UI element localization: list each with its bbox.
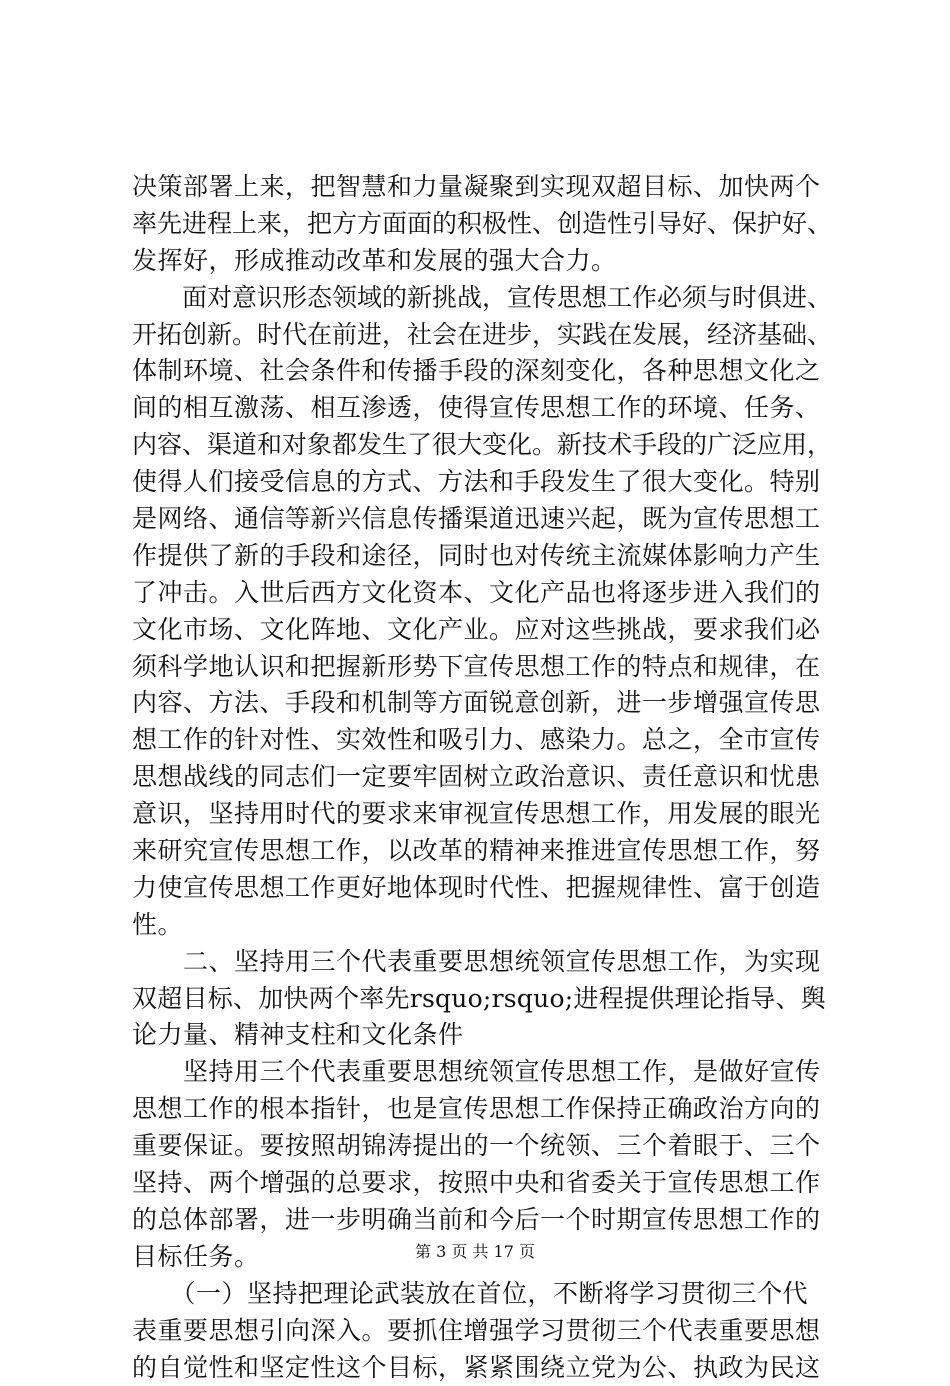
text-line: 双超目标、加快两个率先rsquo;rsquo;进程提供理论指导、舆 (132, 981, 832, 1018)
text-line: 的自觉性和坚定性这个目标，紧紧围绕立党为公、执政为民这 (132, 1350, 832, 1386)
text-line: 目标任务。 (132, 1239, 832, 1276)
text-line: 坚持用三个代表重要思想统领宣传思想工作，是做好宣传 (132, 1054, 832, 1091)
text-line: 面对意识形态领域的新挑战，宣传思想工作必须与时俱进、 (132, 280, 832, 317)
text-line: 力使宣传思想工作更好地体现时代性、把握规律性、富于创造 (132, 870, 832, 907)
text-line: 内容、方法、手段和机制等方面锐意创新，进一步增强宣传思 (132, 685, 832, 722)
text-line: 二、坚持用三个代表重要思想统领宣传思想工作，为实现 (132, 944, 832, 981)
text-line: 来研究宣传思想工作，以改革的精神来推进宣传思想工作，努 (132, 833, 832, 870)
text-line: 论力量、精神支柱和文化条件 (132, 1017, 832, 1054)
text-line: 思想工作的根本指针，也是宣传思想工作保持正确政治方向的 (132, 1091, 832, 1128)
text-line: 重要保证。要按照胡锦涛提出的一个统领、三个着眼于、三个 (132, 1128, 832, 1165)
page-footer: 第 3 页 共 17 页 (0, 1241, 950, 1263)
text-line: 了冲击。入世后西方文化资本、文化产品也将逐步进入我们的 (132, 575, 832, 612)
text-line: 文化市场、文化阵地、文化产业。应对这些挑战，要求我们必 (132, 612, 832, 649)
text-line: 间的相互激荡、相互渗透，使得宣传思想工作的环境、任务、 (132, 390, 832, 427)
text-line: 是网络、通信等新兴信息传播渠道迅速兴起，既为宣传思想工 (132, 501, 832, 538)
text-line: 想工作的针对性、实效性和吸引力、感染力。总之，全市宣传 (132, 722, 832, 759)
document-body (132, 169, 832, 1386)
text-line: 决策部署上来，把智慧和力量凝聚到实现双超目标、加快两个 (132, 169, 832, 206)
text-line: 发挥好，形成推动改革和发展的强大合力。 (132, 243, 832, 280)
text-line: 作提供了新的手段和途径，同时也对传统主流媒体影响力产生 (132, 538, 832, 575)
text-line: 思想战线的同志们一定要牢固树立政治意识、责任意识和忧患 (132, 759, 832, 796)
text-line: 表重要思想引向深入。要抓住增强学习贯彻三个代表重要思想 (132, 1313, 832, 1350)
text-line: 须科学地认识和把握新形势下宣传思想工作的特点和规律，在 (132, 649, 832, 686)
text-line: 率先进程上来，把方方面面的积极性、创造性引导好、保护好、 (132, 206, 832, 243)
text-line: 性。 (132, 907, 832, 944)
text-line: 内容、渠道和对象都发生了很大变化。新技术手段的广泛应用， (132, 427, 832, 464)
text-line: 的总体部署，进一步明确当前和今后一个时期宣传思想工作的 (132, 1202, 832, 1239)
text-line: 使得人们接受信息的方式、方法和手段发生了很大变化。特别 (132, 464, 832, 501)
text-line: 开拓创新。时代在前进，社会在进步，实践在发展，经济基础、 (132, 317, 832, 354)
text-line: 意识，坚持用时代的要求来审视宣传思想工作，用发展的眼光 (132, 796, 832, 833)
text-line: 体制环境、社会条件和传播手段的深刻变化，各种思想文化之 (132, 353, 832, 390)
text-line: 坚持、两个增强的总要求，按照中央和省委关于宣传思想工作 (132, 1165, 832, 1202)
text-line: （一）坚持把理论武装放在首位，不断将学习贯彻三个代 (132, 1276, 832, 1313)
